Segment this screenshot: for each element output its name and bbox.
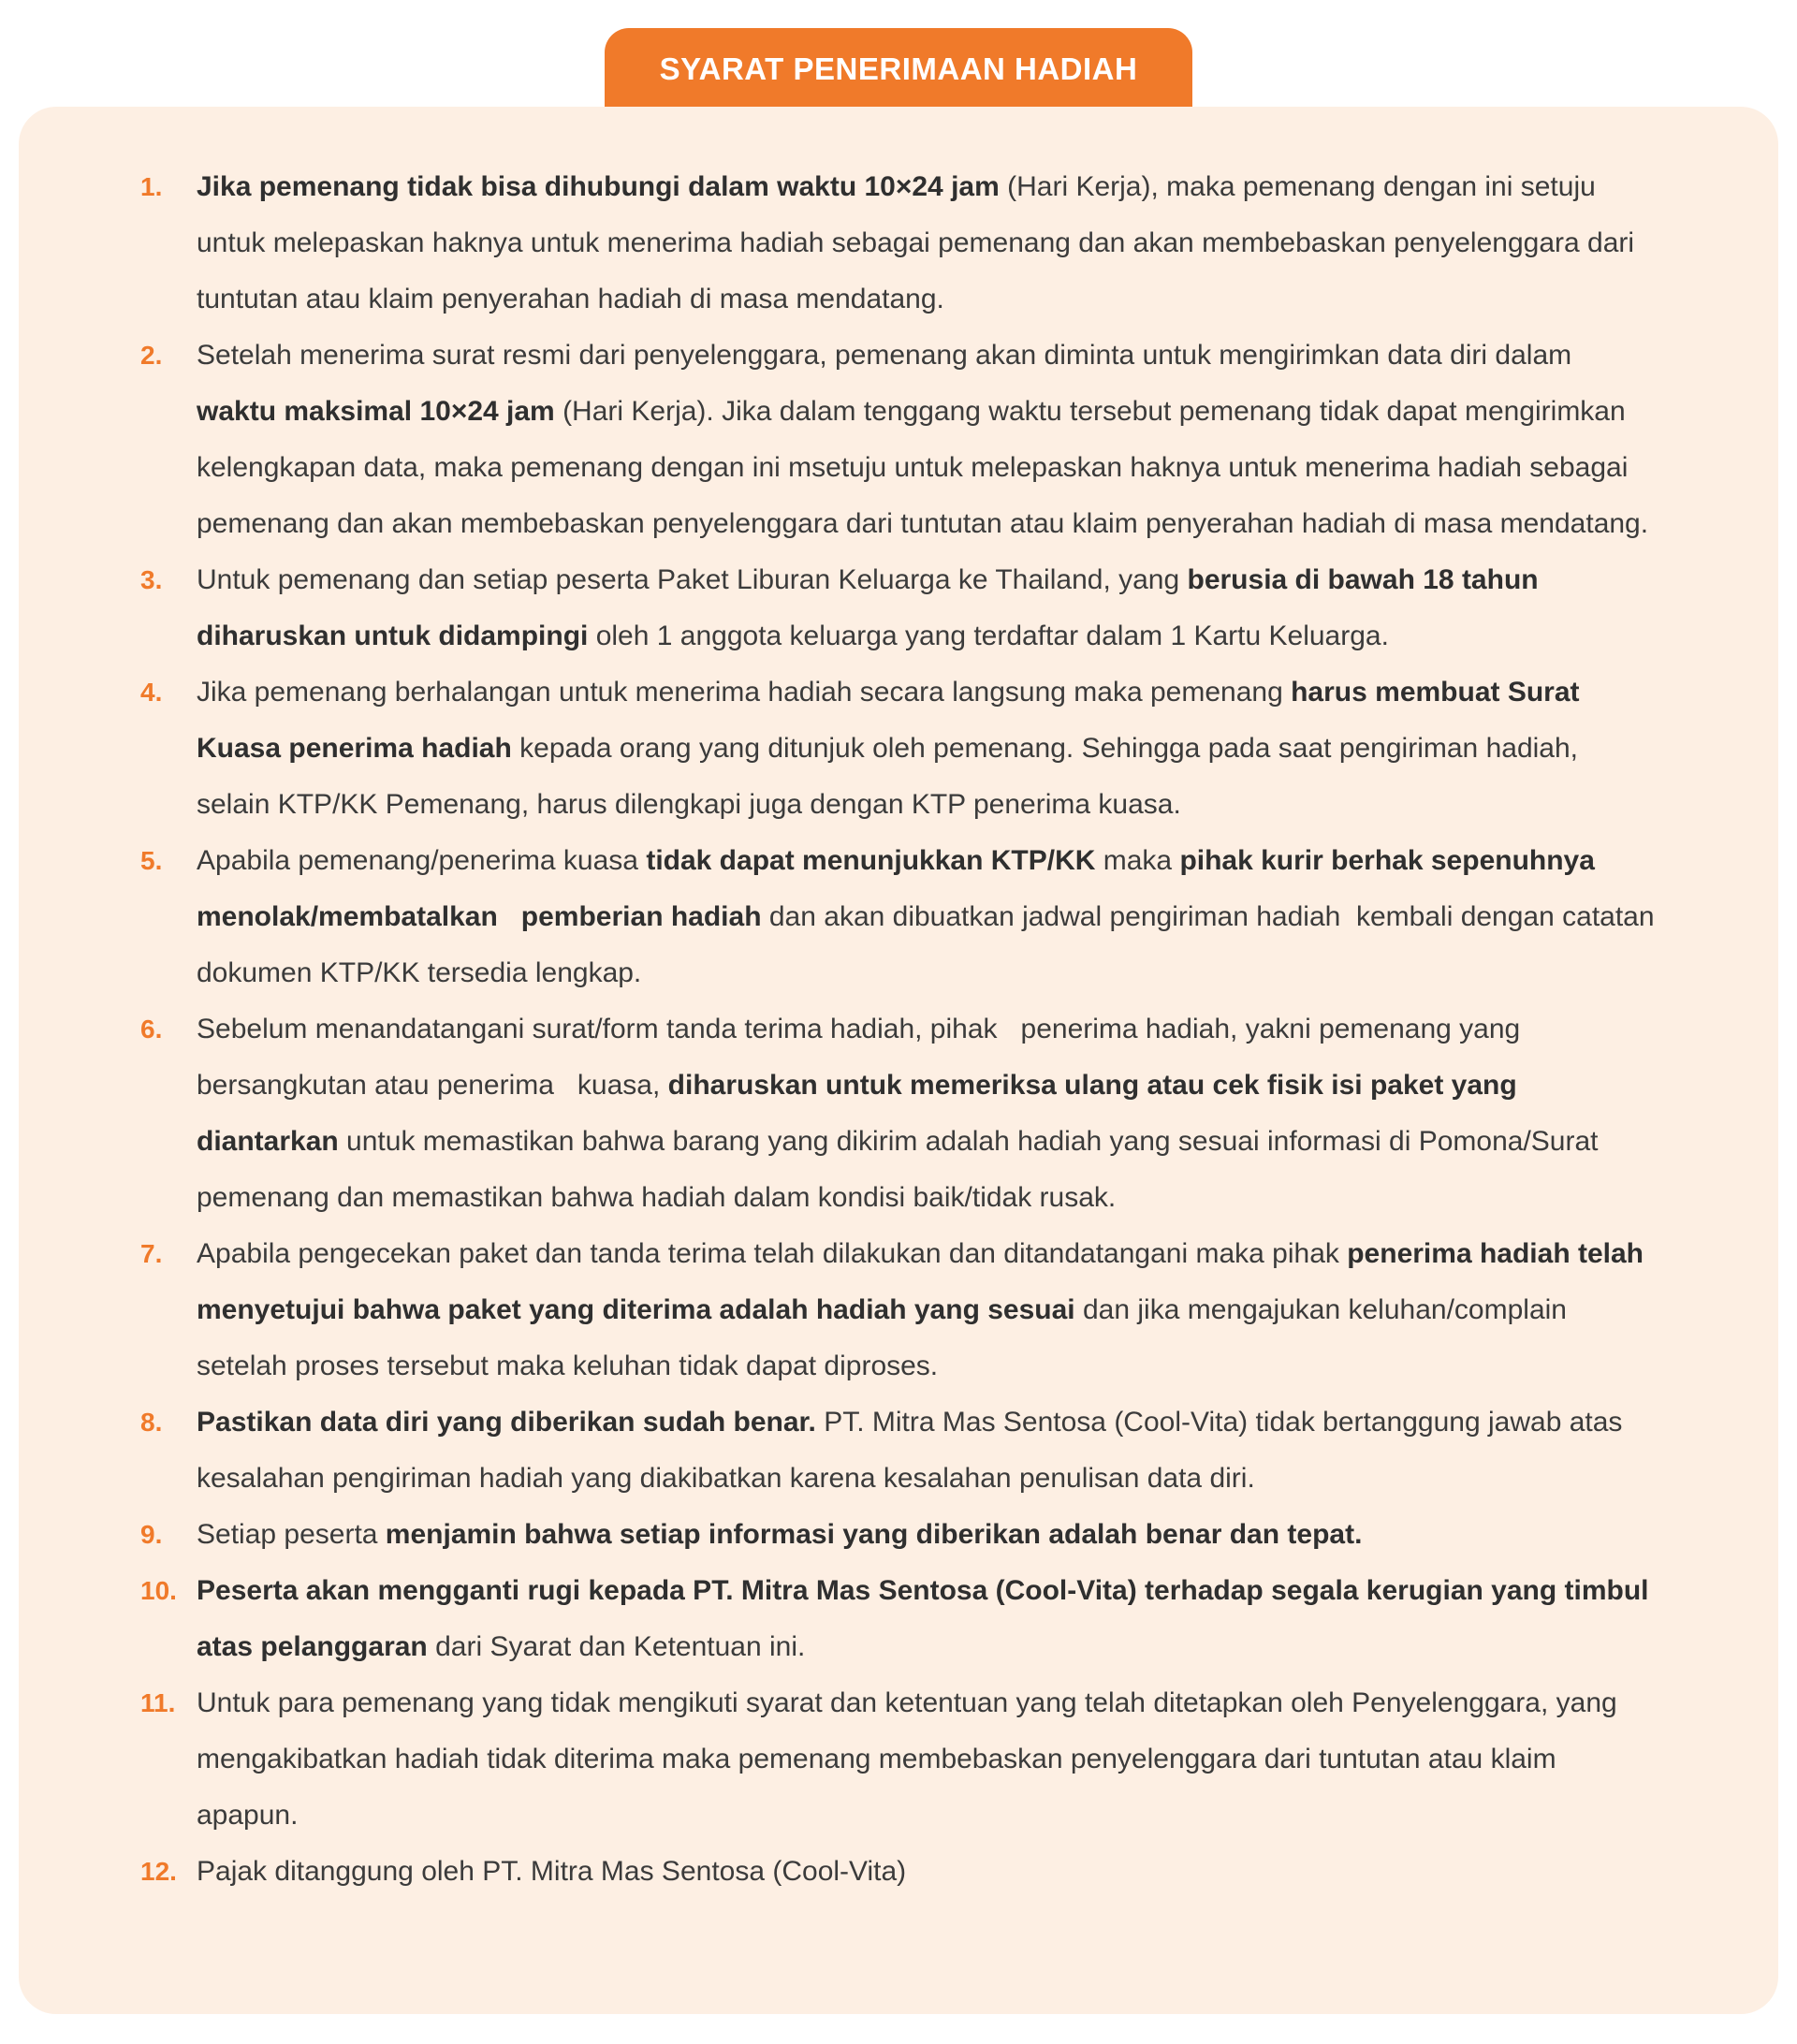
term-item xyxy=(140,1844,1657,1900)
term-number: 6. xyxy=(140,1015,163,1044)
term-text-bold: berusia di bawah 18 tahun diharuskan untuk didampingi xyxy=(197,564,1546,651)
term-text-bold: Jika pemenang tidak bisa dihubungi dalam waktu 10×24 jam xyxy=(197,171,1000,202)
section-title-tab xyxy=(605,28,1192,107)
term-number: 7. xyxy=(140,1239,163,1268)
term-number: 12. xyxy=(140,1857,177,1886)
term-item xyxy=(140,552,1657,664)
term-item xyxy=(140,159,1657,328)
term-text: Sebelum menandatangani surat/form tanda terima hadiah, pihak penerima hadiah, yakni pemenang yang bersangkutan atau penerima kuasa, xyxy=(197,1014,1528,1101)
term-text-bold: diharuskan untuk memeriksa ulang atau cek fisik isi paket yang diantarkan xyxy=(197,1070,1526,1157)
term-number: 9. xyxy=(140,1520,163,1549)
term-text-bold: pihak kurir berhak sepenuhnya menolak/membatalkan pemberian hadiah xyxy=(197,845,1603,932)
term-text: dan jika mengajukan keluhan/complain setelah proses tersebut maka keluhan tidak dapat diproses. xyxy=(197,1294,1575,1381)
term-text: (Hari Kerja), maka pemenang dengan ini setuju untuk melepaskan haknya untuk menerima hadiah sebagai pemenang dan akan membebaskan penyelenggara dari tuntutan atau klaim penyerahan hadiah di masa mendatang. xyxy=(197,171,1643,314)
term-number: 3. xyxy=(140,565,163,594)
page-title: SYARAT PENERIMAAN HADIAH xyxy=(659,51,1138,86)
term-item xyxy=(140,1394,1657,1507)
term-number: 11. xyxy=(140,1688,176,1717)
term-text: untuk memastikan bahwa barang yang dikirim adalah hadiah yang sesuai informasi di Pomona/Surat pemenang dan memastikan bahwa hadiah dalam kondisi baik/tidak rusak. xyxy=(197,1126,1606,1213)
term-number: 5. xyxy=(140,846,163,875)
term-number: 4. xyxy=(140,678,163,707)
term-text: dari Syarat dan Ketentuan ini. xyxy=(427,1631,806,1662)
term-text-bold: waktu maksimal 10×24 jam xyxy=(197,396,555,427)
term-item xyxy=(140,1001,1657,1226)
term-text: Apabila pemenang/penerima kuasa xyxy=(197,845,647,876)
term-text: kepada orang yang ditunjuk oleh pemenang. Sehingga pada saat pengiriman hadiah, selain KTP/KK Pemenang, harus dilengkapi juga dengan KTP penerima kuasa. xyxy=(197,733,1586,820)
term-item xyxy=(140,1226,1657,1394)
term-text-bold: Pastikan data diri yang diberikan sudah benar. xyxy=(197,1407,816,1438)
term-text: Setiap peserta xyxy=(197,1519,386,1550)
term-text-bold: penerima hadiah telah menyetujui bahwa paket yang diterima adalah hadiah yang sesuai xyxy=(197,1238,1652,1325)
term-text: Pajak ditanggung oleh PT. Mitra Mas Sentosa (Cool-Vita) xyxy=(197,1856,907,1887)
term-number: 1. xyxy=(140,172,163,201)
term-number: 8. xyxy=(140,1408,163,1437)
term-number: 2. xyxy=(140,341,163,370)
term-item xyxy=(140,1507,1657,1563)
term-number: 10. xyxy=(140,1576,177,1605)
term-text-bold: harus membuat Surat Kuasa penerima hadiah xyxy=(197,677,1587,764)
term-text: Setelah menerima surat resmi dari penyelenggara, pemenang akan diminta untuk mengirimkan data diri dalam xyxy=(197,340,1580,371)
term-text: Apabila pengecekan paket dan tanda terima telah dilakukan dan ditandatangani maka pihak xyxy=(197,1238,1348,1269)
term-text-bold: Peserta akan mengganti rugi kepada PT. Mitra Mas Sentosa (Cool-Vita) terhadap segala kerugian yang timbul atas pelanggaran xyxy=(197,1575,1657,1662)
term-text-bold: tidak dapat menunjukkan KTP/KK xyxy=(646,845,1096,876)
term-item xyxy=(140,833,1662,1001)
term-text: Untuk pemenang dan setiap peserta Paket Liburan Keluarga ke Thailand, yang xyxy=(197,564,1188,595)
term-text: PT. Mitra Mas Sentosa (Cool-Vita) tidak bertanggung jawab atas kesalahan pengiriman hadiah yang diakibatkan karena kesalahan penulisan data diri. xyxy=(197,1407,1630,1494)
term-item xyxy=(140,328,1657,552)
term-text: (Hari Kerja). Jika dalam tenggang waktu tersebut pemenang tidak dapat mengirimkan kelengkapan data, maka pemenang dengan ini msetuju untuk melepaskan haknya untuk menerima hadiah sebagai pemenang dan akan membebaskan penyelenggara dari tuntutan atau klaim penyerahan hadiah di masa mendatang. xyxy=(197,396,1649,539)
term-text: dan akan dibuatkan jadwal pengiriman hadiah kembali dengan catatan dokumen KTP/KK tersedia lengkap. xyxy=(197,901,1662,988)
term-text: oleh 1 anggota keluarga yang terdaftar dalam 1 Kartu Keluarga. xyxy=(588,620,1389,651)
term-item xyxy=(140,1675,1657,1844)
term-item xyxy=(140,1563,1657,1675)
term-item xyxy=(140,664,1657,833)
term-text-bold: menjamin bahwa setiap informasi yang diberikan adalah benar dan tepat. xyxy=(385,1519,1363,1550)
term-text: maka xyxy=(1095,845,1180,876)
terms-list xyxy=(140,159,1662,1900)
term-text: Untuk para pemenang yang tidak mengikuti syarat dan ketentuan yang telah ditetapkan oleh Penyelenggara, yang mengakibatkan hadiah tidak diterima maka pemenang membebaskan penyelenggara dari tuntutan atau klaim apapun. xyxy=(197,1687,1626,1831)
term-text: Jika pemenang berhalangan untuk menerima hadiah secara langsung maka pemenang xyxy=(197,677,1292,708)
